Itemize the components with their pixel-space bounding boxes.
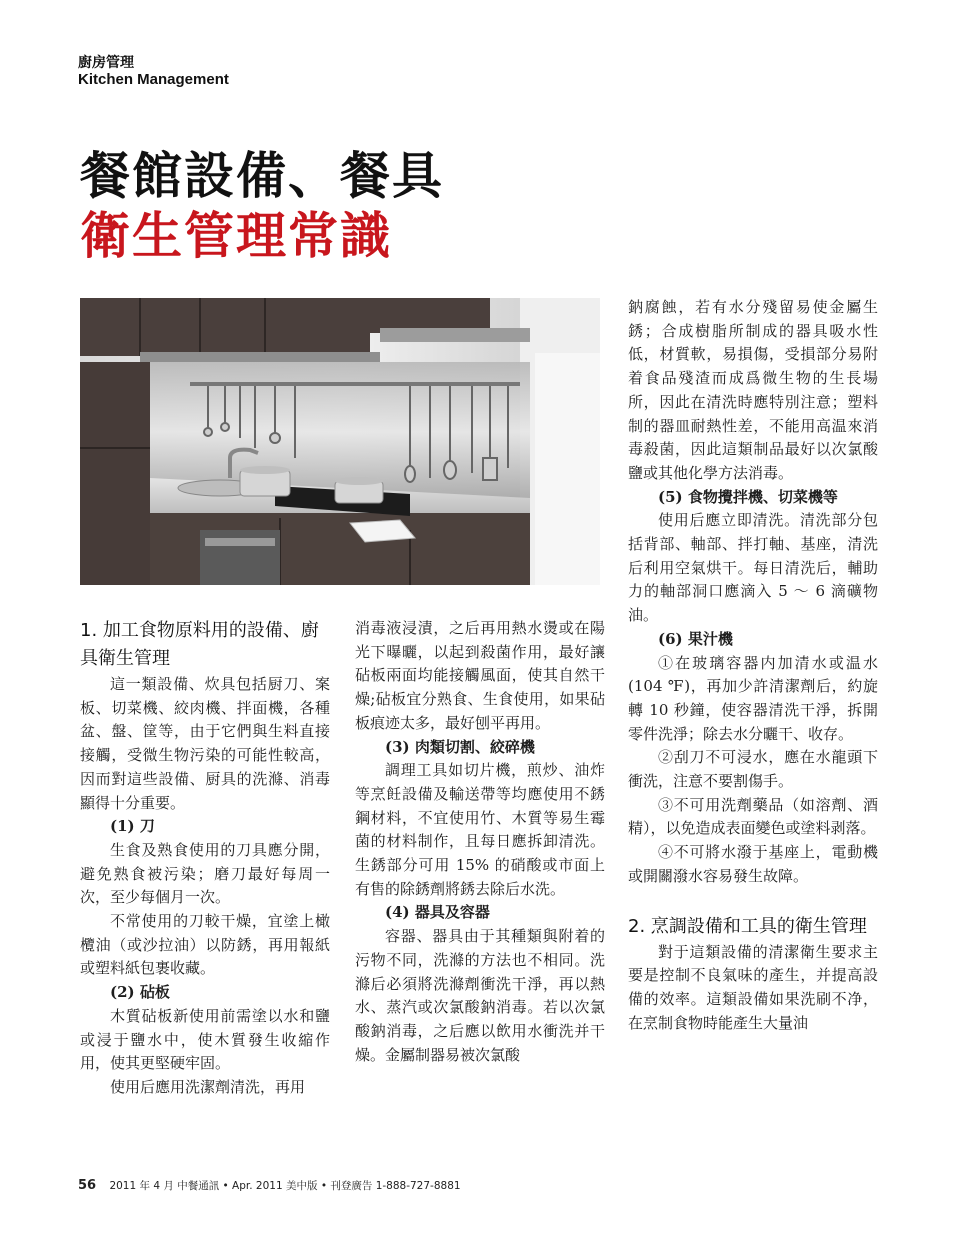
kitchen-photo: [80, 298, 600, 585]
paragraph: 消毒液浸漬，之后再用熱水燙或在陽光下曝曬，以起到殺菌作用，最好讓砧板兩面均能接觸風面，使其自然干燥;砧板宜分熟食、生食使用，如果砧板痕迹太多，最好刨平再用。: [355, 619, 605, 732]
paragraph: 調理工具如切片機，煎炒、油炸等烹飪設備及輸送帶等均應使用不銹鋼材料，不宜使用竹、木質等易生霉菌的材料制作，且每日應拆卸清洗。生銹部分可用 15% 的硝酸或市面上有售的除銹劑將銹去除后水洗。: [355, 761, 605, 898]
paragraph: 使用后應用洗潔劑清洗，再用: [110, 1077, 306, 1096]
paragraph: 木質砧板新使用前需塗以水和鹽或浸于鹽水中，使木質發生收縮作用，使其更堅硬牢固。: [80, 1006, 330, 1073]
section-label-en: Kitchen Management: [78, 71, 229, 88]
list-item: ④不可將水潑于基座上，電動機或開關潑水容易發生故障。: [628, 843, 878, 885]
paragraph: 使用后應立即清洗。清洗部分包括背部、軸部、拌打軸、基座，清洗后利用空氣烘干。每日清洗后，輔助力的軸部洞口應滴入 5 ～ 6 滴礦物油。: [628, 511, 878, 625]
paragraph: 這一類設備、炊具包括厨刀、案板、切菜機、絞肉機、拌面機，各種盆、盤、筐等，由于它們與生料直接接觸，受微生物污染的可能性較高，因而對這些設備、厨具的洗滌、消毒顯得十分重要。: [80, 675, 330, 812]
paragraph: 鈉腐蝕，若有水分殘留易使金屬生銹；合成樹脂所制成的器具吸水性低，材質軟，易損傷，受損部分易附着食品殘渣而成爲微生物的生長場所，因此在清洗時應特別注意；塑料制的器皿耐熱性差，不能用高温來消毒殺菌，因此這類制品最好以次氯酸鹽或其他化學方法消毒。: [628, 298, 878, 482]
list-item: ①在玻璃容器内加清水或温水 (104 ℉)，再加少許清潔劑后，約旋轉 10 秒鐘，使容器清洗干淨，拆開零件洗淨；除去水分曬干、收存。: [628, 653, 878, 743]
subheading-mixer: (5) 食物攪拌機、切菜機等: [658, 487, 838, 506]
list-item: ②刮刀不可浸水，應在水龍頭下衝洗，注意不要割傷手。: [628, 748, 878, 791]
paragraph: 對于這類設備的清潔衛生要求主要是控制不良氣味的產生，并提高設備的效率。這類設備如果洗刷不净，在烹制食物時能產生大量油: [628, 942, 878, 1032]
paragraph: 容器、器具由于其種類與附着的污物不同，洗滌的方法也不相同。洗滌后必須將洗滌劑衝洗干淨，再以熱水、蒸汽或次氯酸鈉消毒。若以次氯酸鈉消毒，之后應以飲用水衝洗并干燥。金屬制器易被次氯酸: [355, 927, 605, 1064]
text-column-1: [80, 617, 330, 1100]
section-label-zh: 廚房管理: [78, 55, 134, 71]
section-heading-1: 1. 加工食物原料用的設備、廚具衛生管理: [80, 620, 319, 669]
paragraph: 生食及熟食使用的刀具應分開，避免熟食被污染；磨刀最好每周一次，至少每個月一次。: [80, 840, 330, 907]
subheading-knife: (1) 刀: [110, 817, 155, 836]
text-column-2: [355, 617, 605, 1067]
subheading-cutting-board: (2) 砧板: [110, 983, 170, 1002]
subheading-juicer: (6) 果汁機: [658, 629, 733, 648]
subheading-containers: (4) 器具及容器: [385, 903, 490, 922]
article-title-line2: 衛生管理常識: [80, 206, 392, 265]
article-title-line1: 餐館設備、餐具: [80, 146, 444, 205]
section-heading-2: 2. 烹調設備和工具的衛生管理: [628, 915, 867, 937]
list-item: ③不可用洗劑藥品（如溶劑、酒精），以免造成表面變色或塗料剥落。: [628, 795, 878, 838]
subheading-meat-grinder: (3) 肉類切割、絞碎機: [385, 737, 535, 756]
paragraph: 不常使用的刀較干燥，宜塗上橄欖油（或沙拉油）以防銹，再用報紙或塑料紙包裹收藏。: [80, 912, 330, 978]
text-column-3: [628, 296, 878, 1035]
page-footer: [78, 1178, 461, 1193]
footer-text: 2011 年 4 月 中餐通訊 • Apr. 2011 美中版 • 刊登廣告 1-888-727-8881: [109, 1180, 461, 1192]
page-number: 56: [78, 1178, 97, 1193]
